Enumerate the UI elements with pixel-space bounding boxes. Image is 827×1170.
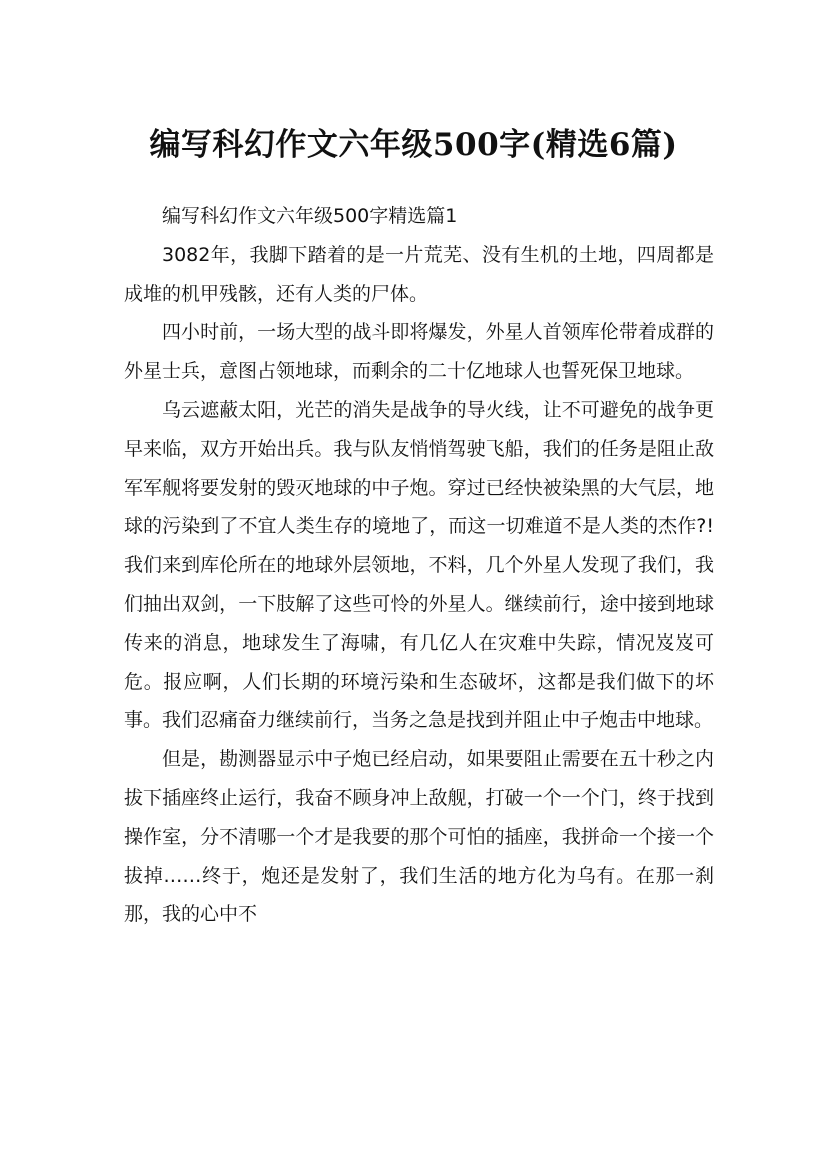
paragraph-1: 3082年，我脚下踏着的是一片荒芜、没有生机的土地，四周都是成堆的机甲残骸，还有人类的尸体。 — [124, 243, 714, 305]
document-title: 编写科幻作文六年级500字(精选6篇) — [149, 126, 678, 163]
paragraph-3: 乌云遮蔽太阳，光芒的消失是战争的导火线，让不可避免的战争更早来临，双方开始出兵。我与队友悄悄驾驶飞船，我们的任务是阻止敌军军舰将要发射的毁灭地球的中子炮。穿过已经快被染黑的大气层，地球的污染到了不宜人类生存的境地了，而这一切难道不是人类的杰作?!我们来到库伦所在的地球外层领地，不料，几个外星人发现了我们，我们抽出双剑，一下肢解了这些可怜的外星人。继续前行，途中接到地球传来的消息，地球发生了海啸，有几亿人在灾难中失踪，情况岌岌可危。报应啊，人们长期的环境污染和生态破坏，这都是我们做下的坏事。我们忍痛奋力继续前行，当务之急是找到并阻止中子炮击中地球。 — [124, 398, 714, 732]
paragraph-4: 但是，勘测器显示中子炮已经启动，如果要阻止需要在五十秒之内拔下插座终止运行，我奋不顾身冲上敌舰，打破一个一个门，终于找到操作室，分不清哪一个才是我要的那个可怕的插座，我拼命一个接一个拔掉……终于，炮还是发射了，我们生活的地方化为乌有。在那一刹那，我的心中不 — [124, 748, 714, 926]
section-heading: 编写科幻作文六年级500字精选篇1 — [162, 205, 458, 227]
paragraph-2: 四小时前，一场大型的战斗即将爆发，外星人首领库伦带着成群的外星士兵，意图占领地球，而剩余的二十亿地球人也誓死保卫地球。 — [124, 321, 714, 383]
document-body — [124, 197, 714, 934]
